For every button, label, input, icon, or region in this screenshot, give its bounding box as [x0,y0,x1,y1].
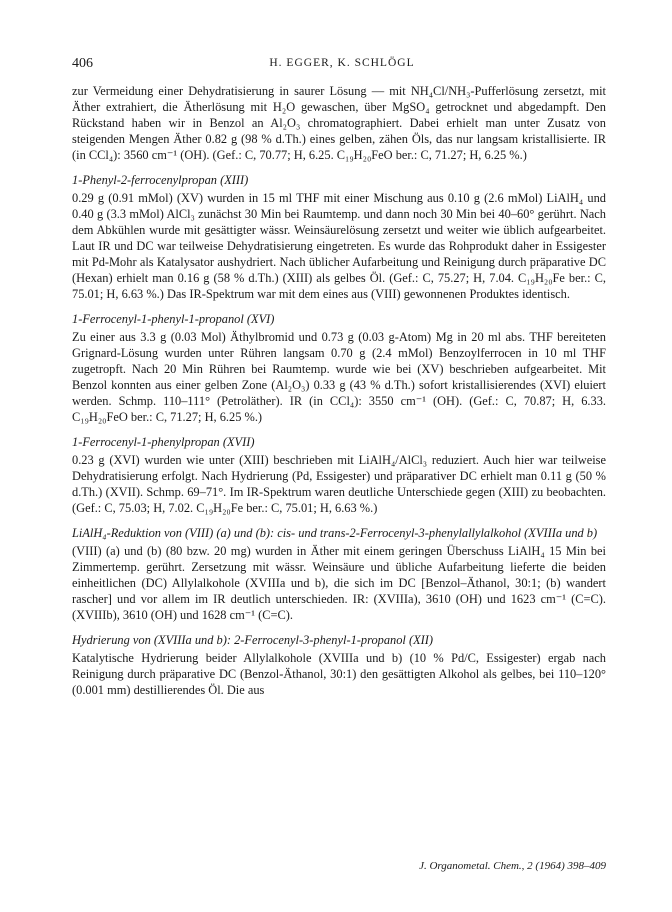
paragraph: 0.23 g (XVI) wurden wie unter (XIII) beschrieben mit LiAlH₄/AlCl₃ reduziert. Auch hier war teilweise Dehydratisierung erfolgt. Nach Hydrierung (Pd, Essigester) und präparativer DC erhielt man 0.11 g (50 % d.Th.) (XVII). Schmp. 69–71°. Im IR-Spektrum waren deutliche Unterschiede gegen (XIII) zu beobachten. (Gef.: C, 75.03; H, 7.02. C₁₉H₂₀Fe ber.: C, 75.01; H, 6.63 %.) [72,453,606,515]
paragraph: zur Vermeidung einer Dehydratisierung in saurer Lösung — mit NH₄Cl/NH₃-Pufferlösung zersetzt, mit Äther extrahiert, die Ätherlösung mit H₂O gewaschen, über MgSO₄ getrocknet und abgedampft. Den Rückstand haben wir in Benzol an Al₂O₃ chromatographiert. Dabei erhielt man unter Zusatz von steigenden Mengen Äther 0.82 g (98 % d.Th.) eines gelben, zähen Öls, das nur langsam kristallisierte. IR (in CCl₄): 3560 cm⁻¹ (OH). (Gef.: C, 70.77; H, 6.25. C₁₉H₂₀FeO ber.: C, 71.27; H, 6.25 %.) [72,84,606,162]
page-header [72,56,612,76]
page-number: 406 [72,56,93,71]
body-text [72,83,606,698]
journal-citation: J. Organometal. Chem., 2 (1964) 398–409 [419,860,606,872]
section-heading: Hydrierung von (XVIIIa und b): 2-Ferrocenyl-3-phenyl-1-propanol (XII) [72,633,434,647]
running-head: H. EGGER, K. SCHLÖGL [269,57,415,69]
paragraph: Katalytische Hydrierung beider Allylalkohole (XVIIIa und b) (10 % Pd/C, Essigester) ergab nach Reinigung durch präparative DC (Benzol-Äthanol, 30:1) den gesättigten Alkohol als gelbes, bei 110–120° (0.001 mm) destillierendes Öl. Die aus [72,651,606,697]
paragraph: (VIII) (a) und (b) (80 bzw. 20 mg) wurden in Äther mit einem geringen Überschuss LiAlH₄ 15 Min bei Zimmertemp. gerührt. Zersetzung mit wässr. Weinsäure und übliche Aufarbeitung lieferte die beiden einheitlichen (DC) Allylalkohole (XVIIIa und b), die sich im DC [Benzol–Äthanol, 30:1; (b) wandert rascher] und vor allem im IR deutlich unterschieden. IR: (XVIIIa), 3610 (OH) und 1623 cm⁻¹ (C=C). (XVIIIb), 3610 (OH) und 1628 cm⁻¹ (C=C). [72,544,606,622]
section-heading: 1-Ferrocenyl-1-phenyl-1-propanol (XVI) [72,312,275,326]
section-heading: LiAlH₄-Reduktion von (VIII) (a) und (b): cis- und trans-2-Ferrocenyl-3-phenylallylalkohol (XVIIIa und b) [72,526,598,540]
paragraph: Zu einer aus 3.3 g (0.03 Mol) Äthylbromid und 0.73 g (0.03 g-Atom) Mg in 20 ml abs. THF bereiteten Grignard-Lösung wurden unter Rühren langsam 0.70 g (2.4 mMol) Benzoylferrocen in 10 ml THF zugetropft. Nach 20 Min Rühren bei Raumtemp. wurde wie bei (XV) beschrieben aufgearbeitet. Mit Benzol konnten aus einer gelben Zone (Al₂O₃) 0.33 g (43 % d.Th.) sofort kristallisierendes (XVI) eluiert werden. Schmp. 110–111° (Petroläther). IR (in CCl₄): 3550 cm⁻¹ (OH). (Gef.: C, 70.87; H, 6.33. C₁₉H₂₀FeO ber.: C, 71.27; H, 6.25 %.) [72,330,606,424]
paragraph: 0.29 g (0.91 mMol) (XV) wurden in 15 ml THF mit einer Mischung aus 0.10 g (2.6 mMol) LiAlH₄ und 0.40 g (3.3 mMol) AlCl₃ zunächst 30 Min bei Raumtemp. und dann noch 30 Min bei 40–60° gerührt. Nach dem Abkühlen wurde mit gesättigter wässr. Weinsäurelösung zersetzt und weiter wie üblich aufgearbeitet. Laut IR und DC war teilweise Dehydratisierung eingetreten. Es wurde das Rohprodukt daher in Essigester mit Pd-Mohr als Katalysator aushydriert. Nach üblicher Aufarbeitung und Reinigung durch präparative DC (Hexan) erhielt man 0.16 g (58 % d.Th.) (XIII) als gelbes Öl. (Gef.: C, 75.27; H, 7.04. C₁₉H₂₀Fe ber.: C, 75.01; H, 6.63 %.) Das IR-Spektrum war mit dem eines aus (VIII) gewonnenen Produktes identisch. [72,191,606,301]
section-heading: 1-Phenyl-2-ferrocenylpropan (XIII) [72,173,249,187]
section-heading: 1-Ferrocenyl-1-phenylpropan (XVII) [72,435,255,449]
